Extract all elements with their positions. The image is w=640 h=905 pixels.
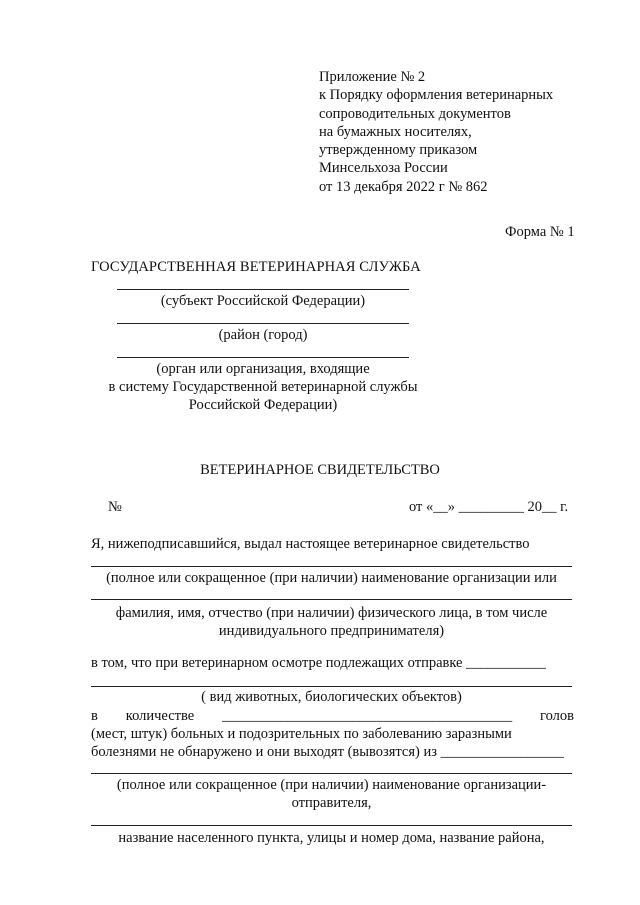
person-caption: [80, 604, 583, 640]
district-underline: [117, 323, 409, 324]
appendix-block: [319, 68, 553, 196]
person-underline: [91, 599, 572, 600]
organ-caption-line: Российской Федерации): [188, 397, 338, 413]
appendix-line: к Порядку оформления ветеринарных: [319, 87, 554, 104]
organ-caption-line: в систему Государственной ветеринарной службы: [108, 379, 418, 395]
document-title: ВЕТЕРИНАРНОЕ СВИДЕТЕЛЬСТВО: [200, 462, 440, 478]
quantity-word-heads: голов: [540, 708, 574, 724]
sender-underline: [91, 773, 572, 774]
appendix-line: от 13 декабря 2022 г № 862: [319, 178, 488, 195]
organ-caption: [60, 360, 466, 414]
appendix-line: сопроводительных документов: [319, 105, 511, 122]
quantity-blank: ________________________________________: [222, 708, 513, 724]
sender-caption-line: отправителя,: [291, 795, 372, 811]
appendix-line: Приложение № 2: [319, 69, 426, 85]
healthy-text: [91, 725, 564, 761]
number-label: №: [108, 499, 122, 515]
date-line: от «__» _________ 20__ г.: [409, 499, 569, 515]
address-caption: название населенного пункта, улицы и номер дома, название района,: [118, 830, 545, 846]
organ-underline: [117, 357, 409, 358]
animal-caption: ( вид животных, биологических объектов): [201, 689, 462, 705]
subject-caption: (субъект Российской Федерации): [160, 293, 366, 309]
appendix-line: на бумажных носителях,: [319, 123, 472, 140]
person-caption-line: фамилия, имя, отчество (при наличии) физического лица, в том числе: [115, 605, 548, 621]
healthy-text-line: (мест, штук) больных и подозрительных по заболеванию заразными: [91, 726, 512, 742]
issued-text: Я, нижеподписавшийся, выдал настоящее ветеринарное свидетельство: [91, 536, 530, 552]
person-caption-line: индивидуального предпринимателя): [218, 623, 445, 639]
sender-caption-line: (полное или сокращенное (при наличии) наименование организации-: [116, 777, 547, 793]
appendix-line: утвержденному приказом: [319, 142, 478, 159]
service-title: ГОСУДАРСТВЕННАЯ ВЕТЕРИНАРНАЯ СЛУЖБА: [91, 259, 421, 275]
animal-underline: [91, 686, 572, 687]
org-name-underline: [91, 566, 572, 567]
quantity-word-qty: количестве: [125, 708, 195, 724]
district-caption: (район (город): [218, 327, 308, 343]
organ-caption-line: (орган или организация, входящие: [156, 361, 370, 377]
form-number: Форма № 1: [505, 224, 575, 240]
inspection-text: в том, что при ветеринарном осмотре подлежащих отправке ___________: [91, 655, 546, 671]
sender-caption: [91, 776, 572, 812]
appendix-line: Минсельхоза России: [319, 160, 448, 177]
healthy-text-line: болезнями не обнаружено и они выходят (вывозятся) из _________________: [91, 744, 564, 760]
quantity-word-in: в: [91, 708, 98, 724]
subject-underline: [117, 289, 409, 290]
address-underline: [91, 825, 572, 826]
org-name-caption: (полное или сокращенное (при наличии) наименование организации или: [106, 570, 557, 586]
quantity-row: [91, 707, 574, 725]
